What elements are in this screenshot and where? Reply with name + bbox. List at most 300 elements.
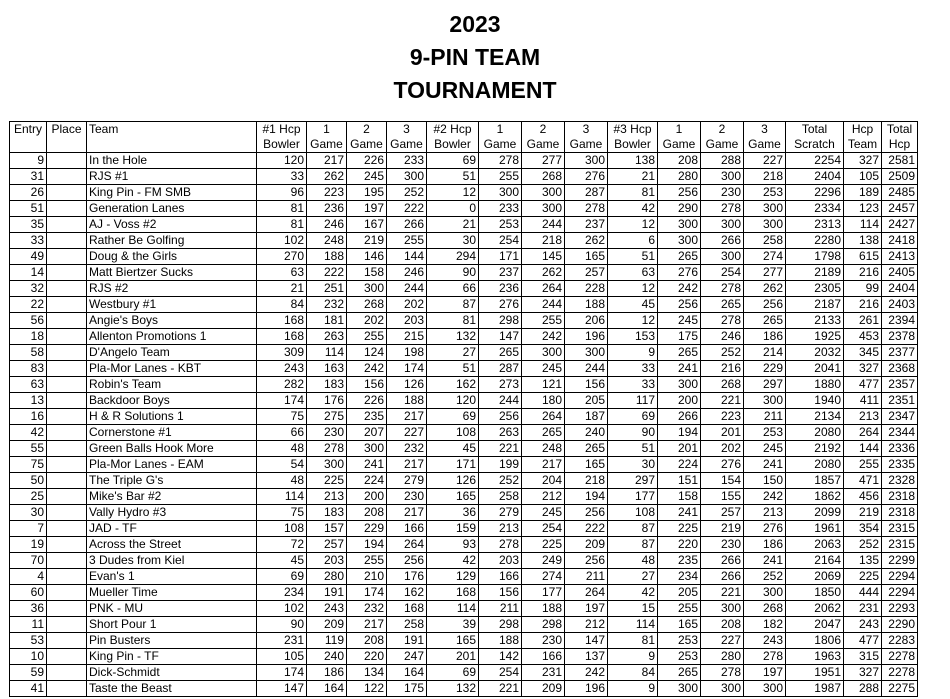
cell-place [47,601,87,617]
cell-b1-game2: 200 [347,489,387,505]
cell-team: Allenton Promotions 1 [87,329,257,345]
cell-b3-game1: 234 [658,569,701,585]
cell-team: King Pin - TF [87,649,257,665]
cell-b3-game3: 300 [744,201,786,217]
cell-b1-game2: 158 [347,265,387,281]
cell-b2-game3: 211 [565,569,608,585]
cell-bowler3-hcp: 42 [608,585,658,601]
cell-b2-game1: 199 [479,457,522,473]
header-sub-b3-game1: Game [658,137,701,153]
cell-hcp-team: 105 [844,169,882,185]
header-b1-game2: 2 [347,122,387,138]
cell-hcp-team: 471 [844,473,882,489]
cell-b3-game2: 154 [701,473,744,489]
cell-entry: 56 [10,313,47,329]
cell-bowler3-hcp: 48 [608,553,658,569]
cell-team: H & R Solutions 1 [87,409,257,425]
cell-b1-game3: 246 [387,265,427,281]
cell-b3-game2: 202 [701,441,744,457]
cell-b1-game2: 255 [347,553,387,569]
cell-entry: 49 [10,249,47,265]
cell-total-scratch: 1940 [786,393,844,409]
header-entry: Entry [10,122,47,138]
cell-b1-game2: 224 [347,473,387,489]
cell-place [47,489,87,505]
cell-b3-game2: 230 [701,537,744,553]
cell-b2-game1: 147 [479,329,522,345]
cell-b3-game1: 241 [658,361,701,377]
cell-hcp-team: 114 [844,217,882,233]
cell-total-hcp: 2299 [882,553,918,569]
cell-bowler3-hcp: 84 [608,665,658,681]
cell-team: D'Angelo Team [87,345,257,361]
cell-b2-game2: 265 [522,425,565,441]
cell-total-scratch: 2313 [786,217,844,233]
cell-entry: 30 [10,505,47,521]
cell-b1-game1: 119 [307,633,347,649]
cell-total-hcp: 2294 [882,585,918,601]
cell-entry: 60 [10,585,47,601]
cell-bowler2-hcp: 0 [427,201,479,217]
cell-bowler1-hcp: 234 [257,585,307,601]
header-sub-bowler3-hcp: Bowler [608,137,658,153]
cell-b2-game3: 165 [565,457,608,473]
table-row [10,393,918,409]
cell-b2-game3: 209 [565,537,608,553]
cell-b3-game2: 278 [701,201,744,217]
header-team: Team [87,122,257,138]
cell-b1-game2: 134 [347,665,387,681]
cell-bowler3-hcp: 12 [608,217,658,233]
cell-b2-game3: 264 [565,585,608,601]
cell-place [47,585,87,601]
cell-place [47,377,87,393]
header-row-1 [10,122,918,138]
cell-b2-game2: 145 [522,249,565,265]
cell-total-hcp: 2457 [882,201,918,217]
cell-total-hcp: 2278 [882,649,918,665]
cell-b2-game2: 264 [522,281,565,297]
cell-b1-game1: 225 [307,473,347,489]
cell-b2-game1: 273 [479,377,522,393]
cell-b1-game2: 202 [347,313,387,329]
cell-bowler1-hcp: 96 [257,185,307,201]
cell-total-scratch: 2305 [786,281,844,297]
cell-team: Mike's Bar #2 [87,489,257,505]
cell-b1-game3: 162 [387,585,427,601]
cell-b2-game3: 256 [565,505,608,521]
cell-hcp-team: 225 [844,569,882,585]
cell-entry: 13 [10,393,47,409]
cell-b3-game1: 201 [658,441,701,457]
cell-b1-game3: 168 [387,601,427,617]
cell-bowler2-hcp: 51 [427,361,479,377]
cell-place [47,617,87,633]
table-row [10,409,918,425]
table-row [10,505,918,521]
cell-bowler2-hcp: 201 [427,649,479,665]
cell-b3-game3: 277 [744,265,786,281]
cell-b1-game1: 246 [307,217,347,233]
cell-b2-game1: 252 [479,473,522,489]
cell-b3-game1: 300 [658,233,701,249]
cell-bowler3-hcp: 51 [608,249,658,265]
cell-place [47,393,87,409]
cell-hcp-team: 213 [844,409,882,425]
cell-b3-game2: 300 [701,601,744,617]
cell-total-hcp: 2377 [882,345,918,361]
cell-b3-game2: 278 [701,281,744,297]
cell-b1-game3: 279 [387,473,427,489]
cell-hcp-team: 315 [844,649,882,665]
cell-total-hcp: 2328 [882,473,918,489]
cell-bowler1-hcp: 243 [257,361,307,377]
cell-b3-game1: 265 [658,665,701,681]
cell-bowler3-hcp: 12 [608,313,658,329]
cell-b1-game1: 223 [307,185,347,201]
cell-bowler2-hcp: 36 [427,505,479,521]
cell-b3-game1: 165 [658,617,701,633]
cell-total-hcp: 2315 [882,537,918,553]
cell-b1-game1: 251 [307,281,347,297]
cell-b2-game1: 258 [479,489,522,505]
cell-b2-game2: 300 [522,185,565,201]
cell-bowler2-hcp: 171 [427,457,479,473]
cell-hcp-team: 327 [844,361,882,377]
cell-b3-game3: 211 [744,409,786,425]
cell-hcp-team: 216 [844,265,882,281]
cell-b1-game1: 176 [307,393,347,409]
cell-total-scratch: 2041 [786,361,844,377]
cell-entry: 32 [10,281,47,297]
cell-place [47,521,87,537]
cell-place [47,649,87,665]
cell-b2-game1: 203 [479,553,522,569]
table-row [10,649,918,665]
cell-entry: 36 [10,601,47,617]
cell-hcp-team: 261 [844,313,882,329]
cell-b1-game1: 188 [307,249,347,265]
table-row [10,265,918,281]
cell-b3-game3: 243 [744,633,786,649]
cell-total-scratch: 2296 [786,185,844,201]
cell-b2-game1: 156 [479,585,522,601]
cell-total-scratch: 2047 [786,617,844,633]
cell-b3-game3: 253 [744,425,786,441]
cell-b2-game1: 255 [479,169,522,185]
cell-b1-game1: 236 [307,201,347,217]
cell-b2-game3: 188 [565,297,608,313]
cell-b1-game2: 195 [347,185,387,201]
table-row [10,569,918,585]
cell-hcp-team: 477 [844,377,882,393]
table-row [10,281,918,297]
cell-bowler2-hcp: 30 [427,233,479,249]
cell-b2-game2: 230 [522,633,565,649]
cell-b1-game3: 264 [387,537,427,553]
cell-b3-game3: 258 [744,233,786,249]
cell-b2-game2: 244 [522,217,565,233]
header-sub-place [47,137,87,153]
cell-bowler1-hcp: 69 [257,569,307,585]
cell-b2-game1: 253 [479,217,522,233]
table-row [10,681,918,697]
cell-team: Backdoor Boys [87,393,257,409]
cell-b2-game1: 278 [479,537,522,553]
cell-bowler1-hcp: 231 [257,633,307,649]
cell-total-scratch: 1862 [786,489,844,505]
cell-b1-game1: 114 [307,345,347,361]
cell-b2-game2: 254 [522,521,565,537]
cell-hcp-team: 327 [844,153,882,169]
cell-b3-game2: 216 [701,361,744,377]
header-bowler1-hcp: #1 Hcp [257,122,307,138]
cell-bowler3-hcp: 108 [608,505,658,521]
cell-b3-game3: 253 [744,185,786,201]
cell-bowler1-hcp: 168 [257,329,307,345]
cell-b1-game3: 202 [387,297,427,313]
cell-b1-game3: 198 [387,345,427,361]
cell-bowler3-hcp: 69 [608,409,658,425]
cell-team: RJS #1 [87,169,257,185]
header-b2-game3: 3 [565,122,608,138]
cell-b3-game3: 218 [744,169,786,185]
cell-bowler2-hcp: 12 [427,185,479,201]
cell-team: Vally Hydro #3 [87,505,257,521]
cell-total-scratch: 1798 [786,249,844,265]
cell-bowler1-hcp: 75 [257,505,307,521]
cell-team: Pla-Mor Lanes - KBT [87,361,257,377]
table-row [10,457,918,473]
cell-b1-game2: 122 [347,681,387,697]
cell-b3-game3: 274 [744,249,786,265]
cell-b3-game3: 182 [744,617,786,633]
table-row [10,553,918,569]
cell-b1-game3: 266 [387,217,427,233]
cell-hcp-team: 231 [844,601,882,617]
cell-team: Mueller Time [87,585,257,601]
cell-total-hcp: 2427 [882,217,918,233]
cell-team: Short Pour 1 [87,617,257,633]
cell-b3-game3: 300 [744,681,786,697]
cell-hcp-team: 453 [844,329,882,345]
cell-b2-game3: 197 [565,601,608,617]
cell-bowler1-hcp: 45 [257,553,307,569]
cell-b3-game1: 280 [658,169,701,185]
cell-b2-game2: 249 [522,553,565,569]
cell-b2-game3: 147 [565,633,608,649]
cell-bowler3-hcp: 81 [608,633,658,649]
cell-b2-game1: 171 [479,249,522,265]
cell-b3-game2: 208 [701,617,744,633]
cell-place [47,473,87,489]
cell-b1-game1: 183 [307,377,347,393]
cell-b2-game2: 262 [522,265,565,281]
cell-bowler3-hcp: 297 [608,473,658,489]
cell-bowler2-hcp: 165 [427,633,479,649]
cell-entry: 41 [10,681,47,697]
table-row [10,217,918,233]
cell-b1-game2: 208 [347,505,387,521]
cell-b1-game1: 280 [307,569,347,585]
cell-entry: 9 [10,153,47,169]
cell-total-scratch: 2069 [786,569,844,585]
cell-b2-game2: 217 [522,457,565,473]
cell-total-hcp: 2294 [882,569,918,585]
cell-b2-game2: 244 [522,297,565,313]
cell-total-hcp: 2368 [882,361,918,377]
header-sub-b2-game3: Game [565,137,608,153]
cell-entry: 31 [10,169,47,185]
cell-hcp-team: 288 [844,681,882,697]
cell-entry: 75 [10,457,47,473]
cell-b2-game1: 244 [479,393,522,409]
table-row [10,169,918,185]
cell-entry: 83 [10,361,47,377]
cell-b1-game1: 191 [307,585,347,601]
cell-total-hcp: 2404 [882,281,918,297]
cell-bowler2-hcp: 129 [427,569,479,585]
cell-entry: 4 [10,569,47,585]
cell-place [47,409,87,425]
cell-bowler1-hcp: 48 [257,473,307,489]
cell-b2-game2: 188 [522,601,565,617]
cell-b2-game3: 242 [565,665,608,681]
cell-team: Westbury #1 [87,297,257,313]
cell-b3-game2: 300 [701,217,744,233]
cell-bowler3-hcp: 87 [608,537,658,553]
table-row [10,377,918,393]
cell-b1-game2: 229 [347,521,387,537]
cell-b1-game3: 191 [387,633,427,649]
cell-bowler2-hcp: 69 [427,153,479,169]
cell-b2-game2: 277 [522,153,565,169]
header-sub-b3-game2: Game [701,137,744,153]
cell-b2-game3: 212 [565,617,608,633]
cell-b1-game2: 194 [347,537,387,553]
cell-total-scratch: 1963 [786,649,844,665]
header-row-2 [10,137,918,153]
cell-b1-game2: 268 [347,297,387,313]
header-sub-team [87,137,257,153]
cell-b3-game2: 223 [701,409,744,425]
cell-b1-game3: 232 [387,441,427,457]
cell-bowler1-hcp: 147 [257,681,307,697]
cell-team: Robin's Team [87,377,257,393]
cell-b1-game2: 220 [347,649,387,665]
cell-b2-game1: 287 [479,361,522,377]
header-sub-b1-game1: Game [307,137,347,153]
cell-total-hcp: 2275 [882,681,918,697]
cell-b2-game3: 262 [565,233,608,249]
cell-bowler3-hcp: 177 [608,489,658,505]
cell-b1-game1: 278 [307,441,347,457]
cell-bowler1-hcp: 282 [257,377,307,393]
cell-bowler1-hcp: 81 [257,217,307,233]
cell-total-hcp: 2278 [882,665,918,681]
cell-b1-game2: 219 [347,233,387,249]
table-row [10,249,918,265]
cell-b2-game3: 300 [565,345,608,361]
cell-b1-game1: 213 [307,489,347,505]
cell-hcp-team: 216 [844,297,882,313]
title-tournament: TOURNAMENT [393,77,557,103]
table-row [10,665,918,681]
cell-b2-game2: 274 [522,569,565,585]
header-total-scratch: Total [786,122,844,138]
cell-b2-game1: 298 [479,617,522,633]
cell-bowler1-hcp: 48 [257,441,307,457]
cell-bowler2-hcp: 66 [427,281,479,297]
cell-hcp-team: 354 [844,521,882,537]
cell-b3-game2: 300 [701,681,744,697]
title-event: 9-PIN TEAM [409,44,541,70]
cell-b2-game2: 180 [522,393,565,409]
cell-b3-game3: 297 [744,377,786,393]
cell-b1-game2: 232 [347,601,387,617]
cell-bowler2-hcp: 39 [427,617,479,633]
cell-team: JAD - TF [87,521,257,537]
cell-b3-game2: 268 [701,377,744,393]
cell-place [47,185,87,201]
cell-team: King Pin - FM SMB [87,185,257,201]
title-year: 2023 [449,11,501,37]
cell-b3-game2: 221 [701,585,744,601]
cell-team: Generation Lanes [87,201,257,217]
cell-entry: 26 [10,185,47,201]
cell-b2-game1: 166 [479,569,522,585]
header-sub-entry [10,137,47,153]
cell-total-scratch: 1925 [786,329,844,345]
cell-b3-game2: 230 [701,185,744,201]
cell-team: Angie's Boys [87,313,257,329]
cell-bowler3-hcp: 12 [608,281,658,297]
cell-bowler3-hcp: 63 [608,265,658,281]
cell-bowler3-hcp: 6 [608,233,658,249]
cell-hcp-team: 327 [844,665,882,681]
cell-b2-game1: 256 [479,409,522,425]
cell-b1-game3: 300 [387,169,427,185]
table-row [10,521,918,537]
cell-b1-game3: 252 [387,185,427,201]
cell-entry: 11 [10,617,47,633]
cell-entry: 25 [10,489,47,505]
table-row [10,329,918,345]
cell-entry: 42 [10,425,47,441]
cell-b2-game3: 244 [565,361,608,377]
header-b3-game1: 1 [658,122,701,138]
cell-b1-game3: 227 [387,425,427,441]
cell-b3-game3: 242 [744,489,786,505]
cell-b2-game3: 237 [565,217,608,233]
cell-b1-game2: 210 [347,569,387,585]
cell-b1-game1: 203 [307,553,347,569]
cell-b1-game2: 146 [347,249,387,265]
header-total-hcp: Total [882,122,918,138]
cell-hcp-team: 615 [844,249,882,265]
cell-bowler3-hcp: 81 [608,185,658,201]
cell-total-hcp: 2413 [882,249,918,265]
cell-entry: 19 [10,537,47,553]
cell-b1-game3: 166 [387,521,427,537]
table-row [10,361,918,377]
cell-b3-game2: 280 [701,649,744,665]
cell-b2-game3: 196 [565,681,608,697]
cell-total-scratch: 1880 [786,377,844,393]
cell-bowler3-hcp: 117 [608,393,658,409]
cell-total-hcp: 2283 [882,633,918,649]
table-row [10,585,918,601]
